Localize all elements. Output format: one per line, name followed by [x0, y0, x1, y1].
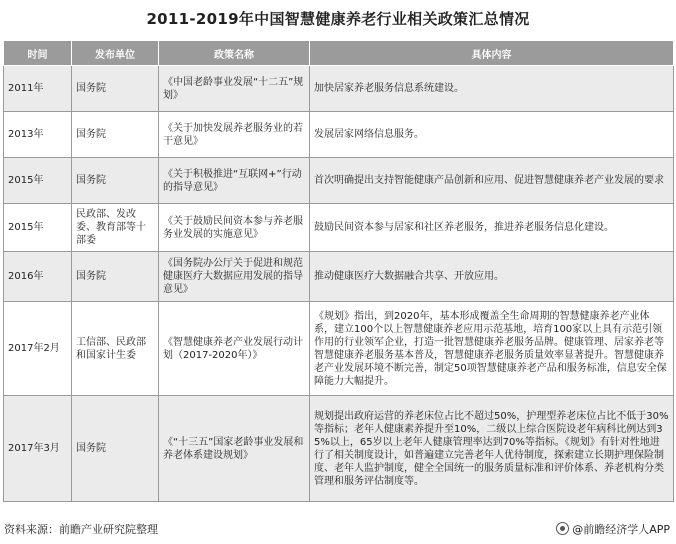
cell-policy: 《关于积极推进“互联网+”行动的指导意见》	[159, 158, 310, 204]
table-row	[4, 252, 674, 302]
cell-policy: 《关于鼓励民间资本参与养老服务业发展的实施意见》	[159, 204, 310, 252]
cell-content: 《规划》指出，到2020年，基本形成覆盖全生命周期的智慧健康养老产业体系，建立100个以上智慧健康养老应用示范基地，培育100家以上具有示范引领作用的行业领军企业，打造一批智慧健康养老服务品牌。健康管理、居家养老等智慧健康养老服务基本普及，智慧健康养老服务质量效率显著提升。智慧健康养老产业发展环境不断完善，制定50项智慧健康养老产品和服务标准，信息安全保障能力大幅提升。	[310, 302, 674, 396]
cell-issuer: 国务院	[72, 112, 159, 158]
page-title: 2011-2019年中国智慧健康养老行业相关政策汇总情况	[146, 10, 530, 28]
cell-time: 2013年	[4, 112, 72, 158]
header-content: 具体内容	[310, 41, 674, 66]
cell-policy: 《中国老龄事业发展“十二五”规划》	[159, 66, 310, 112]
cell-time: 2011年	[4, 66, 72, 112]
cell-time: 2015年	[4, 158, 72, 204]
cell-time: 2017年3月	[4, 396, 72, 502]
cell-time: 2015年	[4, 204, 72, 252]
brand-credit	[556, 521, 670, 537]
source-note: 资料来源：前瞻产业研究院整理	[4, 523, 158, 536]
table-row	[4, 396, 674, 502]
header-time: 时间	[4, 41, 72, 66]
cell-content: 推动健康医疗大数据融合共享、开放应用。	[310, 252, 674, 302]
table-header-row	[4, 41, 674, 66]
table-row	[4, 158, 674, 204]
cell-issuer: 国务院	[72, 158, 159, 204]
header-issuer: 发布单位	[72, 41, 159, 66]
brand-label: @前瞻经济学人APP	[572, 523, 670, 536]
table-row	[4, 112, 674, 158]
cell-content: 发展居家网络信息服务。	[310, 112, 674, 158]
cell-issuer: 国务院	[72, 252, 159, 302]
policy-table	[3, 40, 674, 502]
cell-issuer: 工信部、民政部和国家计生委	[72, 302, 159, 396]
cell-content: 首次明确提出支持智能健康产品创新和应用、促进智慧健康养老产业发展的要求	[310, 158, 674, 204]
cell-time: 2016年	[4, 252, 72, 302]
cell-policy: 《智慧健康养老产业发展行动计划（2017-2020年）》	[159, 302, 310, 396]
cell-policy: 《国务院办公厅关于促进和规范健康医疗大数据应用发展的指导意见》	[159, 252, 310, 302]
cell-issuer: 国务院	[72, 66, 159, 112]
qianzhan-logo-icon	[556, 522, 569, 535]
cell-issuer: 国务院	[72, 396, 159, 502]
cell-content: 规划提出政府运营的养老床位占比不超过50%，护理型养老床位占比不低于30%等指标；老年人健康素养提升至10%，二级以上综合医院设老年病科比例达到35%以上，65岁以上老年人健康管理率达到70%等指标。《规划》有针对性地进行了相关制度设计，如普遍建立完善老年人优待制度，探索建立长期护理保险制度、老年人监护制度，健全全国统一的服务质量标准和评价体系、养老机构分类管理和服务评估制度等。	[310, 396, 674, 502]
header-policy: 政策名称	[159, 41, 310, 66]
cell-content: 鼓励民间资本参与居家和社区养老服务，推进养老服务信息化建设。	[310, 204, 674, 252]
table-row	[4, 302, 674, 396]
cell-issuer: 民政部、发改委、教育部等十部委	[72, 204, 159, 252]
cell-time: 2017年2月	[4, 302, 72, 396]
cell-policy: 《“十三五”国家老龄事业发展和养老体系建设规划》	[159, 396, 310, 502]
cell-policy: 《关于加快发展养老服务业的若干意见》	[159, 112, 310, 158]
table-row	[4, 204, 674, 252]
cell-content: 加快居家养老服务信息系统建设。	[310, 66, 674, 112]
table-row	[4, 66, 674, 112]
